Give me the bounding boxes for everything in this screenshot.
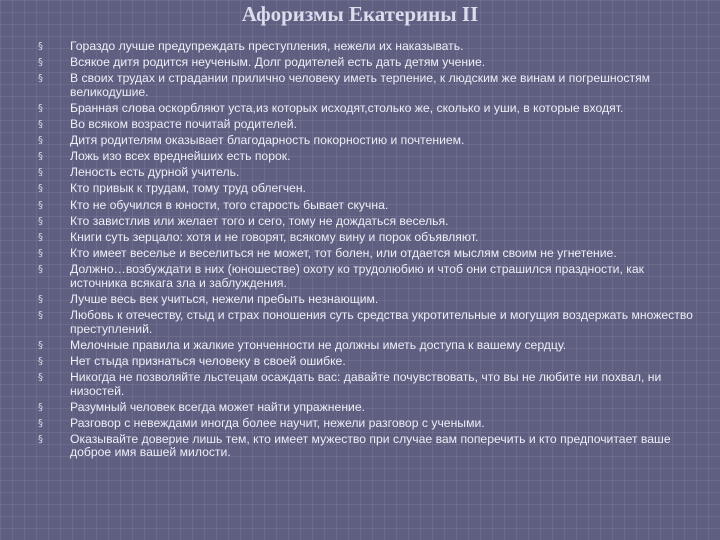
section-sign-icon: § — [38, 417, 43, 429]
aphorism-item — [38, 231, 698, 245]
section-sign-icon: § — [38, 102, 43, 114]
aphorism-text: Разумный человек всегда может найти упражнение. — [70, 399, 366, 414]
aphorism-item — [38, 309, 698, 336]
aphorism-list — [38, 40, 698, 463]
aphorism-item — [38, 247, 698, 261]
aphorism-text: Лучше весь век учиться, нежели пребыть незнающим. — [70, 291, 379, 306]
section-sign-icon: § — [38, 433, 43, 445]
aphorism-text: Любовь к отечеству, стыд и страх поношения суть средства укротительные и могущия воздержать множество преступлений. — [70, 307, 693, 336]
aphorism-text: Кто не обучился в юности, того старость бывает скучна. — [70, 197, 389, 212]
aphorism-item — [38, 263, 698, 290]
section-sign-icon: § — [38, 151, 43, 163]
aphorism-text: Никогда не позволяйте льстецам осаждать вас: давайте почувствовать, что вы не любите ни похвал, ни низостей. — [70, 369, 662, 398]
section-sign-icon: § — [38, 371, 43, 383]
aphorism-item — [38, 293, 698, 307]
aphorism-text: Мелочные правила и жалкие утонченности не должны иметь доступа к вашему сердцу. — [70, 337, 567, 352]
aphorism-item — [38, 215, 698, 229]
aphorism-item — [38, 417, 698, 431]
aphorism-text: Гораздо лучше предупреждать преступления, нежели их наказывать. — [70, 39, 464, 53]
section-sign-icon: § — [38, 263, 43, 275]
aphorism-text: Нет стыда признаться человеку в своей ошибке. — [70, 353, 346, 368]
aphorism-text: Должно…возбуждати в них (юношестве) охоту ко трудолюбию и чтоб они страшился праздности, как источника всякага зла и заблуждения. — [70, 261, 644, 290]
aphorism-text: Дитя родителям оказывает благодарность покорностию и почтением. — [70, 133, 465, 148]
aphorism-text: Разговор с невеждами иногда более научит, нежели разговор с учеными. — [70, 415, 485, 430]
aphorism-item — [38, 134, 698, 148]
section-sign-icon: § — [38, 183, 43, 195]
aphorism-text: Кто привык к трудам, тому труд облегчен. — [70, 181, 306, 196]
aphorism-item — [38, 118, 698, 132]
aphorism-text: Всякое дитя родится неученым. Долг родителей есть дать детям учение. — [70, 55, 486, 70]
aphorism-text: Бранная слова оскорбляют уста,из которых исходят,столько же, сколько и уши, в которые входят. — [70, 100, 624, 115]
section-sign-icon: § — [38, 309, 43, 321]
aphorism-text: Ложь изо всех вреднейших есть порок. — [70, 149, 291, 164]
aphorism-item — [38, 371, 698, 398]
aphorism-item — [38, 150, 698, 164]
aphorism-item — [38, 56, 698, 70]
section-sign-icon: § — [38, 167, 43, 179]
section-sign-icon: § — [38, 339, 43, 351]
section-sign-icon: § — [38, 41, 43, 52]
section-sign-icon: § — [38, 231, 43, 243]
aphorism-text: Оказывайте доверие лишь тем, кто имеет мужество при случае вам поперечить и кто предпочитает ваше доброе имя вашей милости. — [70, 431, 671, 460]
aphorism-item — [38, 339, 698, 353]
aphorism-item — [38, 199, 698, 213]
aphorism-text: Во всяком возрасте почитай родителей. — [70, 117, 297, 132]
section-sign-icon: § — [38, 355, 43, 367]
aphorism-item — [38, 433, 698, 460]
section-sign-icon: § — [38, 247, 43, 259]
section-sign-icon: § — [38, 119, 43, 131]
section-sign-icon: § — [38, 199, 43, 211]
aphorism-text: В своих трудах и страдании прилично человеку иметь терпение, к людским же винам и погрешностям великодушие. — [70, 71, 651, 99]
aphorism-item — [38, 182, 698, 196]
section-sign-icon: § — [38, 401, 43, 413]
aphorism-text: Леность есть дурной учитель. — [70, 165, 240, 180]
aphorism-item — [38, 355, 698, 369]
aphorism-text: Книги суть зерцало: хотя и не говорят, всякому вину и порок объявляют. — [70, 229, 479, 244]
section-sign-icon: § — [38, 293, 43, 305]
aphorism-item — [38, 72, 698, 99]
section-sign-icon: § — [38, 73, 43, 85]
aphorism-item — [38, 401, 698, 415]
section-sign-icon: § — [38, 135, 43, 147]
aphorism-item — [38, 166, 698, 180]
aphorism-item — [38, 40, 698, 54]
section-sign-icon: § — [38, 57, 43, 69]
aphorism-text: Кто имеет веселье и веселиться не может, тот болен, или отдается мыслям своим не угнетение. — [70, 245, 617, 260]
aphorism-item — [38, 102, 698, 116]
slide-title: Афоризмы Екатерины II — [241, 2, 479, 26]
aphorism-text: Кто завистлив или желает того и сего, тому не дождаться веселья. — [70, 213, 449, 228]
section-sign-icon: § — [38, 215, 43, 227]
